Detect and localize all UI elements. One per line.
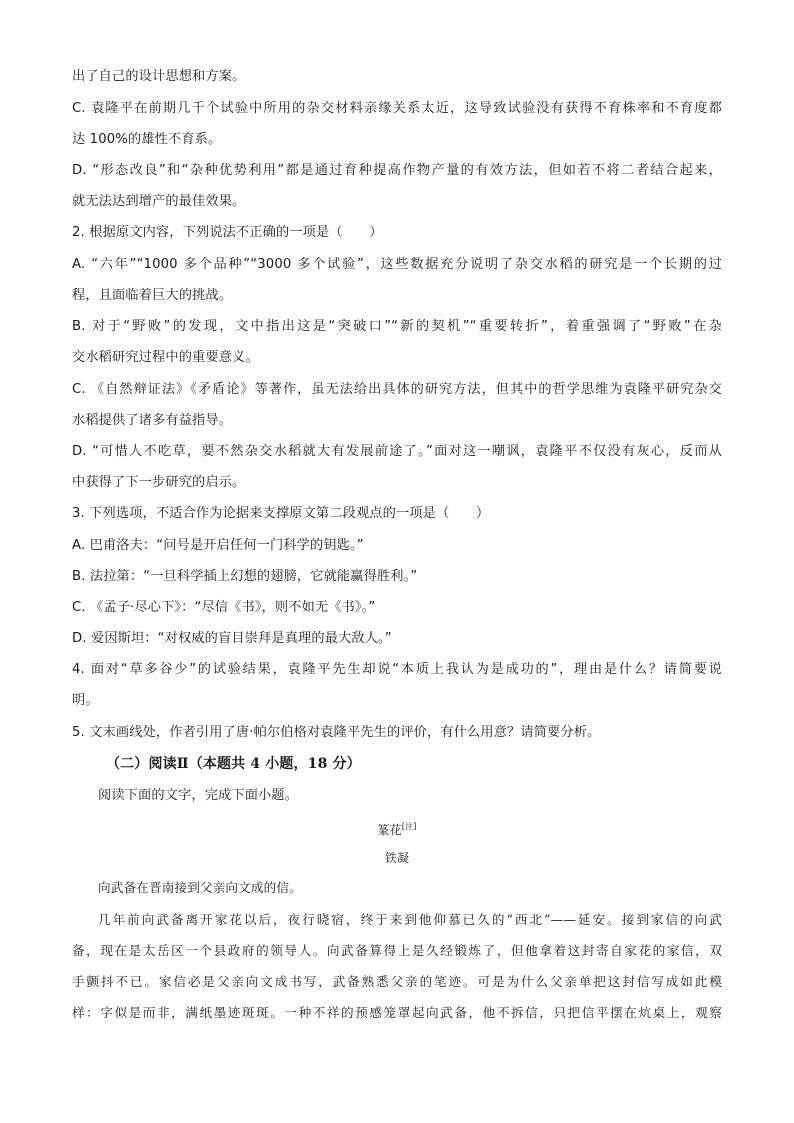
story-line: 几年前向武备离开家花以后，夜行晓宿，终于来到他仰慕已久的“西北”——延安。接到家信的向武 [98, 912, 722, 927]
text-line: C. 袁隆平在前期几千个试验中所用的杂交材料亲缘关系太近，这导致试验没有获得不育株率和不育度都 [72, 101, 722, 116]
text-line: 就无法达到增产的最佳效果。 [72, 194, 246, 209]
question-3: 3. 下列选项，不适合作为论据来支撑原文第二段观点的一项是（ ） [72, 506, 490, 521]
text-line: D. “可惜人不吃草，要不然杂交水稻就大有发展前途了。”面对这一嘲讽，袁隆平不仅没有灰心，反而从 [72, 444, 722, 459]
story-line: 备，现在是太岳区一个县政府的领导人。向武备算得上是久经锻炼了，但他拿着这封寄自家花的家信，双 [72, 943, 722, 958]
question-5: 5. 文末画线处，作者引用了唐·帕尔伯格对袁隆平先生的评价，有什么用意？请简要分析。 [72, 725, 601, 740]
text-line: 明。 [72, 693, 99, 708]
text-line: 达 100%的雄性不育系。 [72, 132, 222, 147]
text-line: D. “形态改良”和“杂种优势利用”都是通过育种提高作物产量的有效方法，但如若不将二者结合起来， [72, 163, 722, 178]
text-line: 中获得了下一步研究的启示。 [72, 475, 246, 490]
question-4: 4. 面对“草多谷少”的试验结果，袁隆平先生却说“本质上我认为是成功的”，理由是什么？请简要说 [72, 662, 722, 677]
story-title: 篆花[注] [377, 822, 417, 837]
text-line: A. 巴甫洛夫：“问号是开启任何一门科学的钥匙。” [72, 538, 364, 553]
story-line: 向武备在晋南接到父亲向文成的信。 [98, 880, 302, 895]
instruction: 阅读下面的文字，完成下面小题。 [98, 788, 299, 803]
story-line: 手颤抖不已。家信必是父亲向文成书写，武备熟悉父亲的笔迹。可是为什么父亲单把这封信写成如此模 [72, 974, 722, 989]
text-line: A. “六年”“1000 多个品种”“3000 多个试验”，这些数据充分说明了杂交水稻的研究是一个长期的过 [72, 257, 722, 272]
text-line: 出了自己的设计思想和方案。 [72, 69, 246, 84]
text-line: C. 《自然辩证法》《矛盾论》等著作，虽无法给出具体的研究方法，但其中的哲学思维为袁隆平研究杂交 [72, 382, 722, 397]
text-line: 交水稻研究过程中的重要意义。 [72, 350, 259, 365]
footnote-marker: [注] [401, 822, 417, 831]
text-line: D. 爱因斯坦：“对权威的盲目崇拜是真理的最大敌人。” [72, 631, 392, 646]
text-line: 程，且面临着巨大的挑战。 [72, 288, 233, 303]
text-line: C. 《孟子·尽心下》：“尽信《书》，则不如无《书》。” [72, 600, 376, 615]
text-line: 水稻提供了诸多有益指导。 [72, 413, 233, 428]
story-line: 样：字似是而非，满纸墨迹斑斑。一种不祥的预感笼罩起向武备，他不拆信，只把信平摆在炕桌上，观察 [72, 1005, 722, 1020]
text-line: B. 对于“野败”的发现，文中指出这是“突破口”“新的契机”“重要转折”，着重强调了“野败”在杂 [72, 319, 722, 334]
question-2: 2. 根据原文内容，下列说法不正确的一项是（ ） [72, 225, 383, 240]
section-title: （二）阅读Ⅱ（本题共 4 小题，18 分） [106, 756, 361, 772]
story-author: 铁凝 [384, 851, 410, 865]
text-line: B. 法拉第：“一旦科学插上幻想的翅膀，它就能赢得胜利。” [72, 569, 418, 584]
